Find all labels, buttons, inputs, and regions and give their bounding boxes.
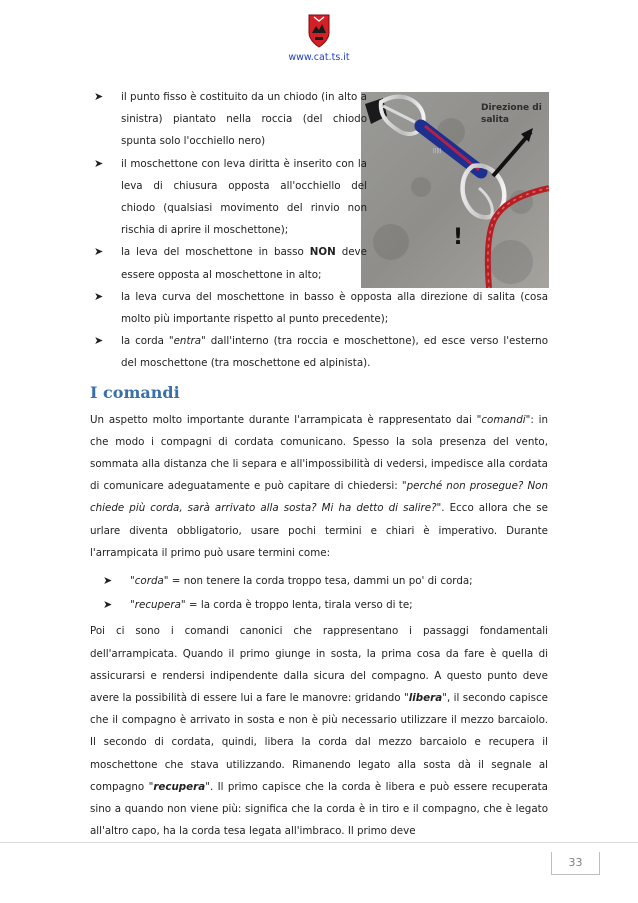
section-heading: I comandi [90,382,180,402]
list-item: ➤ "recupera" = la corda è troppo lenta, tirala verso di te; [90,594,548,616]
cat-trieste-logo-icon [306,13,332,49]
paragraph: Un aspetto molto importante durante l'arrampicata è rappresentato dai "comandi": in che modo i compagni di cordata comunicano. Spesso la sola presenza del vento, sommata alla distanza che li separa e all'impossibilità di vedersi, impedisce alla cordata di comunicare adeguatamente e può capitare di chiedersi: "perché non prosegue? Non chiede più corda, sarà arrivato alla sosta? Mi ha detto di salire?". Ecco allora che se urlare diventa obbligatorio, usare pochi termini e chiari è imperativo. Durante l'arrampicata il primo può usare termini come: [90,413,549,559]
arrow-bullet-icon: ➤ [94,156,104,170]
direction-caption-line1: Direzione di [481,103,542,113]
list-item: ➤ la leva del moschettone in basso NON deve essere opposta al moschettone in alto; [90,241,367,285]
direction-caption-line2: salita [481,115,509,125]
page-number: 33 [568,856,583,869]
page-body [90,86,548,843]
commands-list [90,570,548,616]
footer-divider [0,842,638,843]
svg-text:|||||: ||||| [433,148,442,154]
arrow-bullet-icon: ➤ [94,90,104,103]
list-item: ➤ il punto fisso è costituito da un chiodo (in alto a sinistra) piantato nella roccia (del chiodo spunta solo l'occhiello nero) [90,86,367,153]
list-item: ➤ "corda" = non tenere la corda troppo tesa, dammi un po' di corda; [90,570,548,592]
arrow-bullet-icon: ➤ [94,245,104,259]
paragraph: Poi ci sono i comandi canonici che rappresentano i passaggi fondamentali dell'arrampicata. Quando il primo giunge in sosta, la prima cosa da fare è quella di assicurarsi e rendersi indipendente dalla sicura del compagno. A questo punto deve avere la possibilità di essere lui a fare le manovre: gridando "libera", il secondo capisce che il compagno è arrivato in sosta e non è più necessario utilizzare il mezzo barcaiolo. Il secondo di cordata, quindi, libera la corda dal mezzo barcaiolo e recupera il moschettone che stava utilizzando. Rimanendo legato alla sosta dà il segnale al compagno "recupera". Il primo capisce che la corda è libera e può essere recuperata sino a quando non viene più: significa che la corda è in tiro e il compagno, che è legato all'altro capo, ha la corda tesa legata all'imbraco. Il primo deve [90,625,548,838]
site-url-link[interactable]: www.cat.ts.it [288,52,350,63]
arrow-bullet-icon: ➤ [103,574,113,588]
carabiner-rules-list [90,86,548,375]
list-item: ➤ la leva curva del moschettone in basso è opposta alla direzione di salita (cosa molto più importante rispetto al punto precedente); [90,286,548,330]
list-item: ➤ il moschettone con leva diritta è inserito con la leva di chiusura opposta all'occhiello del chiodo (qualsiasi movimento del rinvio non rischia di aprire il moschettone); [90,153,367,242]
page-header [0,0,638,75]
page-number-box [551,852,600,875]
warning-exclamation: ! [453,225,464,250]
arrow-bullet-icon: ➤ [94,334,104,348]
arrow-bullet-icon: ➤ [103,598,113,612]
arrow-bullet-icon: ➤ [94,289,104,303]
list-item: ➤ la corda "entra" dall'interno (tra roccia e moschettone), ed esce verso l'esterno del moschettone (tra moschettone ed alpinista). [90,330,548,374]
